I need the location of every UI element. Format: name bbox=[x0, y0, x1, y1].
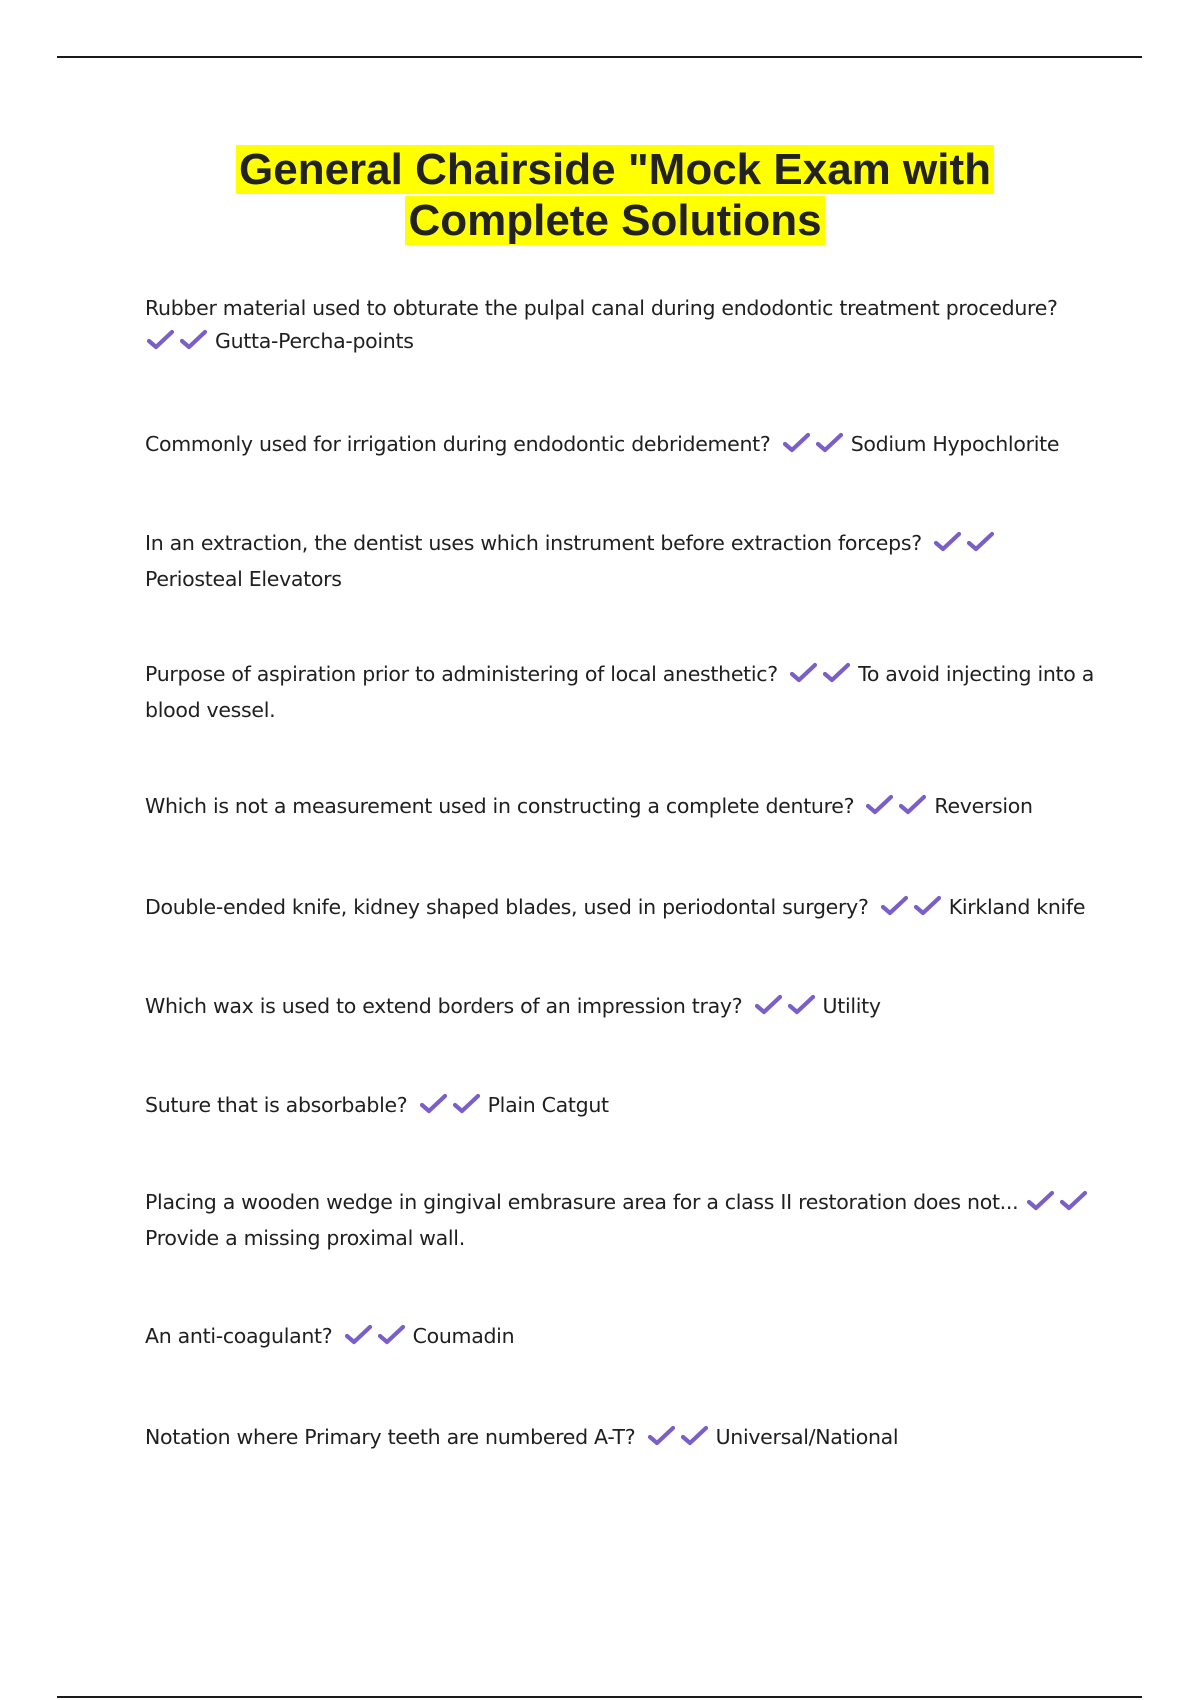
check-pair bbox=[345, 1323, 411, 1356]
check-pair bbox=[648, 1424, 714, 1457]
qa-item bbox=[145, 1421, 1095, 1457]
qa-item bbox=[145, 292, 1095, 361]
question-text: An anti-coagulant? bbox=[145, 1324, 333, 1348]
check-pair bbox=[790, 661, 856, 694]
check-icon bbox=[147, 329, 174, 351]
check-icon bbox=[881, 895, 908, 917]
answer-text: Gutta-Percha-points bbox=[215, 329, 414, 353]
qa-item bbox=[145, 527, 1095, 596]
qa-item bbox=[145, 790, 1095, 826]
check-icon bbox=[788, 994, 815, 1016]
answer-text: Utility bbox=[822, 994, 881, 1018]
answer-text: Universal/National bbox=[715, 1425, 899, 1449]
qa-item bbox=[145, 891, 1095, 927]
check-pair bbox=[881, 894, 947, 927]
check-pair bbox=[1027, 1189, 1093, 1222]
check-icon bbox=[1027, 1190, 1054, 1212]
top-rule bbox=[57, 56, 1142, 58]
answer-text: Kirkland knife bbox=[948, 895, 1086, 919]
qa-item bbox=[145, 428, 1095, 464]
check-pair bbox=[147, 328, 213, 361]
check-icon bbox=[378, 1324, 405, 1346]
answer-text: Provide a missing proximal wall. bbox=[145, 1226, 465, 1250]
answer-text: Reversion bbox=[934, 794, 1033, 818]
check-icon bbox=[866, 794, 893, 816]
qa-item bbox=[145, 1320, 1095, 1356]
qa-item bbox=[145, 1089, 1095, 1125]
check-icon bbox=[755, 994, 782, 1016]
question-text: Rubber material used to obturate the pulpal canal during endodontic treatment procedure? bbox=[145, 296, 1058, 320]
check-icon bbox=[967, 531, 994, 553]
question-text: Notation where Primary teeth are numbered A-T? bbox=[145, 1425, 636, 1449]
check-icon bbox=[899, 794, 926, 816]
check-icon bbox=[420, 1093, 447, 1115]
check-icon bbox=[790, 662, 817, 684]
check-icon bbox=[816, 432, 843, 454]
check-icon bbox=[453, 1093, 480, 1115]
title-line-1: General Chairside "Mock Exam with bbox=[236, 145, 994, 194]
question-text: Purpose of aspiration prior to administering of local anesthetic? bbox=[145, 662, 778, 686]
check-pair bbox=[934, 530, 1000, 563]
check-icon bbox=[823, 662, 850, 684]
answer-text: Plain Catgut bbox=[487, 1093, 609, 1117]
check-pair bbox=[420, 1092, 486, 1125]
answer-text: Coumadin bbox=[412, 1324, 515, 1348]
check-icon bbox=[180, 329, 207, 351]
question-text: In an extraction, the dentist uses which instrument before extraction forceps? bbox=[145, 531, 922, 555]
question-text: Suture that is absorbable? bbox=[145, 1093, 408, 1117]
check-icon bbox=[934, 531, 961, 553]
answer-text: To avoid injecting into a blood vessel. bbox=[145, 662, 1095, 722]
qa-item bbox=[145, 990, 1095, 1026]
question-text: Placing a wooden wedge in gingival embrasure area for a class II restoration does not... bbox=[145, 1190, 1019, 1214]
answer-text: Sodium Hypochlorite bbox=[850, 432, 1060, 456]
question-text: Which is not a measurement used in constructing a complete denture? bbox=[145, 794, 855, 818]
qa-item bbox=[145, 658, 1095, 727]
check-icon bbox=[648, 1425, 675, 1447]
check-icon bbox=[681, 1425, 708, 1447]
question-text: Double-ended knife, kidney shaped blades, used in periodontal surgery? bbox=[145, 895, 869, 919]
answer-text: Periosteal Elevators bbox=[145, 567, 342, 591]
check-pair bbox=[783, 431, 849, 464]
check-icon bbox=[1060, 1190, 1087, 1212]
check-icon bbox=[345, 1324, 372, 1346]
check-pair bbox=[755, 993, 821, 1026]
check-icon bbox=[914, 895, 941, 917]
check-pair bbox=[866, 793, 932, 826]
bottom-rule bbox=[57, 1696, 1142, 1698]
page-title bbox=[0, 144, 1200, 246]
check-icon bbox=[783, 432, 810, 454]
question-text: Which wax is used to extend borders of an impression tray? bbox=[145, 994, 743, 1018]
qa-item bbox=[145, 1186, 1095, 1255]
title-line-2: Complete Solutions bbox=[405, 196, 824, 245]
question-text: Commonly used for irrigation during endodontic debridement? bbox=[145, 432, 771, 456]
